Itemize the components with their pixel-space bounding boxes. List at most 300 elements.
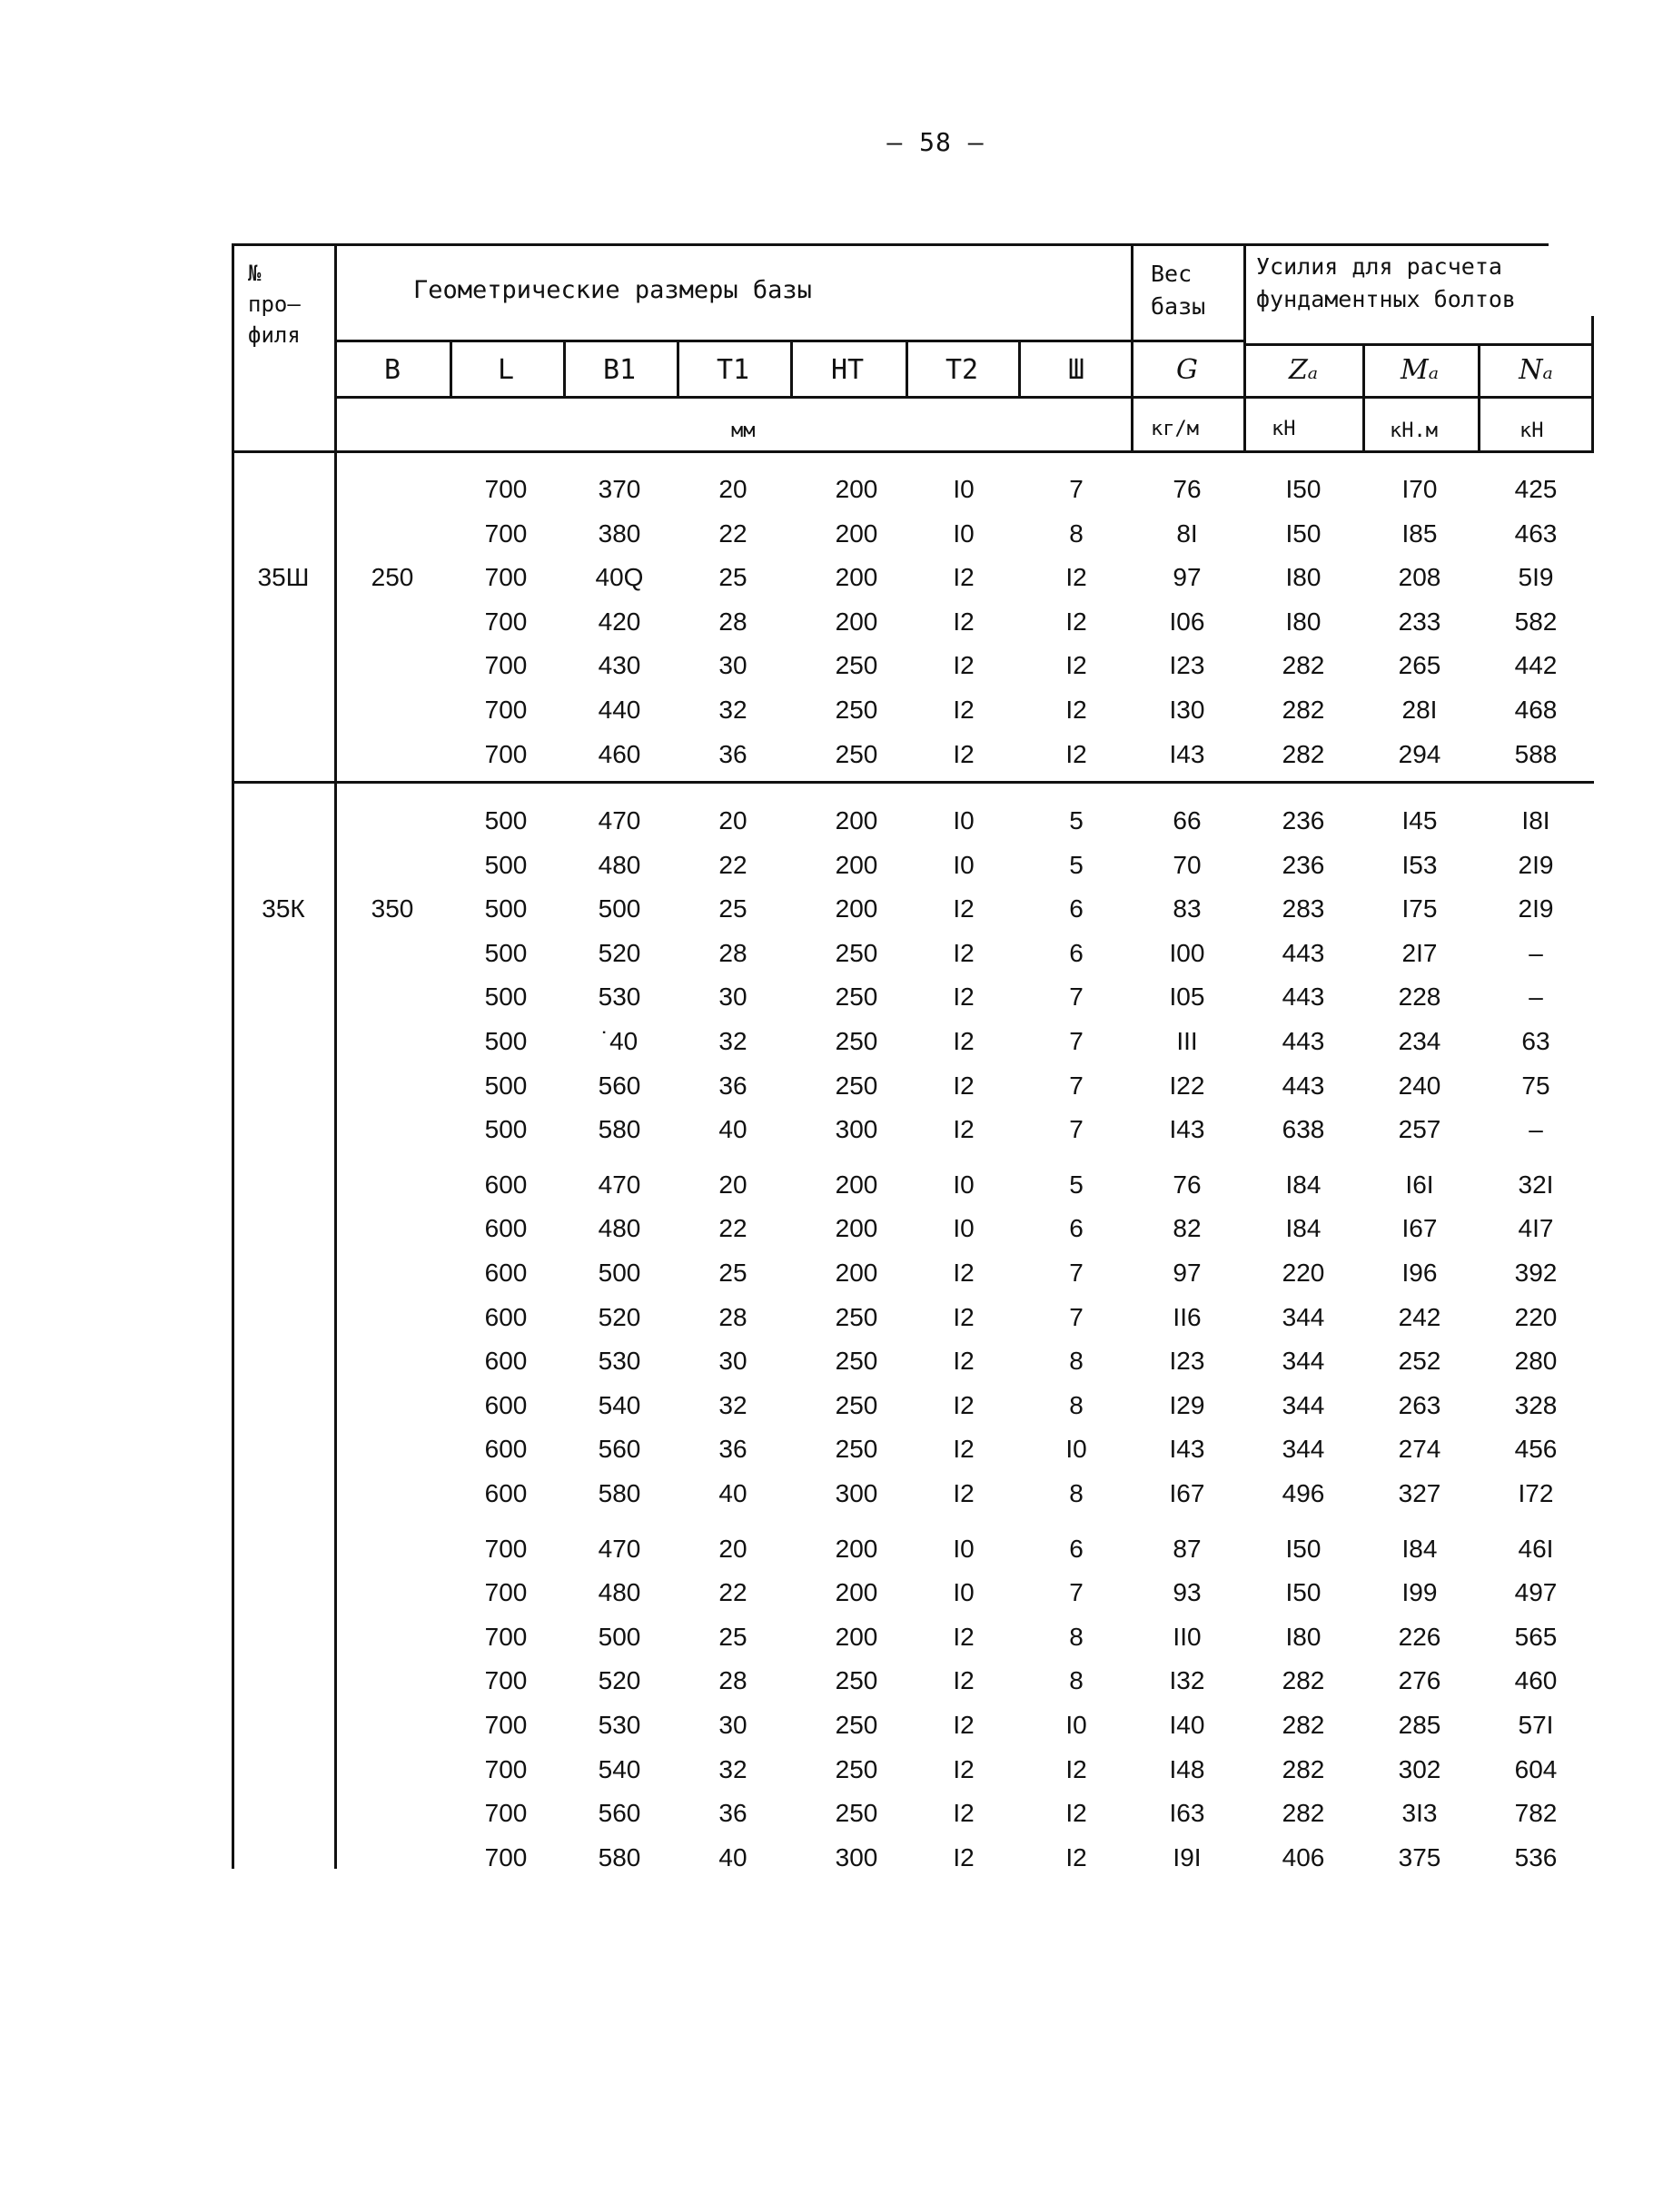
table-cell: 500 [484, 938, 528, 967]
table-cell: I50 [1285, 1534, 1321, 1563]
table-cell: 57I [1518, 1711, 1554, 1739]
table-cell: 700 [484, 563, 528, 592]
table-cell: ˙40 [600, 1027, 638, 1055]
table-cell: 236 [1282, 806, 1325, 834]
table-cell: 530 [598, 983, 641, 1012]
table-cell: 560 [598, 1435, 641, 1464]
column-header-6: Ш [1067, 354, 1085, 386]
table-cell: 500 [484, 850, 528, 879]
table-cell: 250 [835, 1666, 878, 1695]
table-cell: 200 [835, 607, 878, 636]
table-cell: I2 [1065, 651, 1087, 680]
table-cell: 265 [1398, 651, 1441, 680]
table-cell: 28 [718, 1302, 747, 1331]
table-cell: 250 [835, 1302, 878, 1331]
column-header-3: T1 [716, 354, 750, 386]
table-cell: I2 [953, 607, 975, 636]
table-cell: I2 [1065, 1754, 1087, 1783]
table-cell: I2 [953, 696, 975, 724]
table-cell: 700 [484, 1534, 528, 1563]
table-cell: 500 [484, 1115, 528, 1144]
table-cell: 5 [1069, 806, 1084, 834]
table-cell: I72 [1518, 1479, 1554, 1507]
table-cell: I50 [1285, 475, 1321, 503]
table-cell: 496 [1282, 1479, 1325, 1507]
table-cell: I2 [1065, 563, 1087, 592]
table-cell: 97 [1173, 1259, 1202, 1287]
table-cell: 8 [1069, 1666, 1084, 1695]
unit-kn-na: кН [1519, 420, 1544, 442]
table-cell: I0 [953, 806, 975, 834]
table-cell: 250 [835, 651, 878, 680]
table-cell: 8 [1069, 1479, 1084, 1507]
table-cell: 250 [835, 1027, 878, 1055]
table-cell: 22 [718, 518, 747, 548]
geometry-header: Геометрические размеры базы [413, 276, 812, 304]
table-cell: 8 [1069, 1390, 1084, 1419]
table-cell: 638 [1282, 1115, 1325, 1144]
table-cell: 25 [718, 894, 747, 923]
table-cell: I50 [1285, 518, 1321, 548]
table-cell: 582 [1514, 607, 1558, 636]
table-cell: 200 [835, 518, 878, 548]
table-cell: 500 [598, 1259, 641, 1287]
table-cell: 7 [1069, 1259, 1084, 1287]
table-cell: I32 [1169, 1666, 1205, 1695]
table-cell: 257 [1398, 1115, 1441, 1144]
header-row2-bottom [334, 396, 1594, 399]
table-cell: 8 [1069, 518, 1084, 548]
table-cell: 234 [1398, 1027, 1441, 1055]
table-cell: 443 [1282, 938, 1325, 967]
table-cell: 250 [835, 1435, 878, 1464]
table-cell: 30 [718, 1711, 747, 1739]
table-cell: 500 [484, 894, 528, 923]
table-cell: 440 [598, 696, 641, 724]
table-cell: 700 [484, 1754, 528, 1783]
weight-header: Вес базы [1151, 261, 1206, 320]
table-cell: I2 [953, 1666, 975, 1695]
table-cell: I2 [953, 1435, 975, 1464]
table-cell: 32 [718, 1027, 747, 1055]
table-right-border [1591, 316, 1594, 452]
forces-column-divider [1243, 243, 1246, 452]
table-cell: 25 [718, 563, 747, 592]
table-cell: I0 [1065, 1435, 1087, 1464]
table-cell: I40 [1169, 1711, 1205, 1739]
table-cell: 63 [1521, 1027, 1550, 1055]
table-cell: 97 [1173, 563, 1202, 592]
table-cell: 540 [598, 1390, 641, 1419]
table-cell: I0 [953, 1170, 975, 1199]
table-cell: 530 [598, 1347, 641, 1376]
table-cell: 425 [1514, 475, 1558, 503]
table-cell: 588 [1514, 739, 1558, 768]
table-cell: I2 [953, 1622, 975, 1651]
table-cell: I2 [953, 1799, 975, 1828]
table-cell: 443 [1282, 1071, 1325, 1100]
header-row1-bottom [334, 340, 1244, 342]
table-cell: 600 [484, 1170, 528, 1199]
profile-label: 35К [262, 894, 305, 923]
table-cell: 500 [484, 1027, 528, 1055]
forces-header-bottom [1243, 343, 1594, 346]
table-left-border [232, 243, 234, 1869]
table-cell: 283 [1282, 894, 1325, 923]
table-cell: 3I3 [1401, 1799, 1438, 1828]
table-cell: – [1529, 938, 1543, 967]
table-cell: 6 [1069, 938, 1084, 967]
table-cell: 520 [598, 1666, 641, 1695]
unit-kg-per-m: кг/м [1151, 418, 1199, 440]
column-header-8: Zₐ [1288, 354, 1319, 386]
table-cell: I75 [1401, 894, 1438, 923]
table-cell: 36 [718, 1435, 747, 1464]
table-cell: 28 [718, 1666, 747, 1695]
table-top-border [232, 243, 1549, 246]
table-cell: 480 [598, 850, 641, 879]
table-cell: 700 [484, 518, 528, 548]
table-cell: 500 [484, 806, 528, 834]
table-cell: 76 [1173, 1170, 1202, 1199]
table-cell: I50 [1285, 1578, 1321, 1607]
table-cell: 392 [1514, 1259, 1558, 1287]
column-header-0: B [383, 354, 401, 386]
table-cell: I85 [1401, 518, 1438, 548]
table-cell: I0 [953, 518, 975, 548]
table-cell: 282 [1282, 696, 1325, 724]
table-cell: 536 [1514, 1842, 1558, 1871]
table-cell: 282 [1282, 651, 1325, 680]
table-cell: I53 [1401, 850, 1438, 879]
table-cell: I0 [953, 1534, 975, 1563]
table-cell: I80 [1285, 563, 1321, 592]
table-cell: 520 [598, 938, 641, 967]
table-cell: 600 [484, 1390, 528, 1419]
table-cell: 7 [1069, 1027, 1084, 1055]
weight-column-divider [1131, 243, 1133, 452]
table-cell: 8 [1069, 1622, 1084, 1651]
table-cell: I2 [953, 894, 975, 923]
table-cell: I70 [1401, 475, 1438, 503]
base-width-b: 350 [371, 894, 414, 923]
table-cell: 7 [1069, 475, 1084, 503]
table-cell: 200 [835, 1622, 878, 1651]
table-cell: I63 [1169, 1799, 1205, 1828]
table-cell: 208 [1398, 563, 1441, 592]
table-cell: 7 [1069, 983, 1084, 1012]
table-cell: 540 [598, 1754, 641, 1783]
table-cell: 200 [835, 806, 878, 834]
table-cell: 40 [718, 1842, 747, 1871]
table-cell: 20 [718, 806, 747, 834]
table-cell: 28 [718, 607, 747, 636]
table-cell: 5 [1069, 850, 1084, 879]
table-cell: 240 [1398, 1071, 1441, 1100]
table-cell: II0 [1173, 1622, 1202, 1651]
table-cell: 600 [484, 1435, 528, 1464]
profile-number-header: № про– филя [248, 261, 301, 348]
table-cell: 252 [1398, 1347, 1441, 1376]
table-cell: 580 [598, 1115, 641, 1144]
table-cell: I23 [1169, 1347, 1205, 1376]
table-cell: 500 [484, 1071, 528, 1100]
table-cell: 344 [1282, 1347, 1325, 1376]
table-cell: 468 [1514, 696, 1558, 724]
table-cell: I2 [953, 1711, 975, 1739]
table-cell: 2I9 [1518, 850, 1554, 879]
table-cell: 200 [835, 1214, 878, 1243]
table-cell: 700 [484, 1711, 528, 1739]
table-cell: 30 [718, 651, 747, 680]
table-cell: 344 [1282, 1302, 1325, 1331]
unit-knm: кН.м [1390, 420, 1438, 442]
profile-column-divider [334, 243, 337, 1869]
table-cell: 442 [1514, 651, 1558, 680]
table-cell: 20 [718, 1170, 747, 1199]
table-cell: 302 [1398, 1754, 1441, 1783]
table-cell: I43 [1169, 739, 1205, 768]
table-cell: 200 [835, 1170, 878, 1199]
table-cell: I2 [953, 938, 975, 967]
table-cell: 782 [1514, 1799, 1558, 1828]
table-cell: I0 [953, 1578, 975, 1607]
table-cell: 36 [718, 1799, 747, 1828]
table-cell: I2 [1065, 607, 1087, 636]
table-cell: 32 [718, 1390, 747, 1419]
table-cell: I99 [1401, 1578, 1438, 1607]
table-cell: 344 [1282, 1435, 1325, 1464]
table-cell: 456 [1514, 1435, 1558, 1464]
table-cell: 250 [835, 1347, 878, 1376]
table-cell: 250 [835, 983, 878, 1012]
table-cell: 300 [835, 1479, 878, 1507]
table-cell: 470 [598, 1170, 641, 1199]
table-cell: 22 [718, 1578, 747, 1607]
table-cell: 274 [1398, 1435, 1441, 1464]
table-cell: 22 [718, 1214, 747, 1243]
table-cell: 70 [1173, 850, 1202, 879]
table-cell: 282 [1282, 1711, 1325, 1739]
column-header-9: Mₐ [1401, 354, 1439, 386]
table-cell: I80 [1285, 607, 1321, 636]
table-cell: 250 [835, 1390, 878, 1419]
table-cell: II6 [1173, 1302, 1202, 1331]
table-cell: 200 [835, 850, 878, 879]
table-cell: 4I7 [1518, 1214, 1554, 1243]
table-cell: 2I7 [1401, 938, 1438, 967]
table-cell: 460 [598, 739, 641, 768]
table-cell: 220 [1514, 1302, 1558, 1331]
table-cell: 420 [598, 607, 641, 636]
table-cell: I2 [1065, 1799, 1087, 1828]
table-cell: I2 [953, 651, 975, 680]
table-cell: 406 [1282, 1842, 1325, 1871]
table-cell: I2 [1065, 1842, 1087, 1871]
table-cell: 282 [1282, 1799, 1325, 1828]
table-cell: 282 [1282, 1754, 1325, 1783]
table-cell: I05 [1169, 983, 1205, 1012]
table-cell: 32I [1518, 1170, 1554, 1199]
table-cell: 8 [1069, 1347, 1084, 1376]
table-cell: – [1529, 1115, 1543, 1144]
table-cell: 580 [598, 1479, 641, 1507]
table-cell: 250 [835, 739, 878, 768]
table-cell: 87 [1173, 1534, 1202, 1563]
table-cell: 463 [1514, 518, 1558, 548]
table-cell: 600 [484, 1479, 528, 1507]
unit-mm: мм [731, 420, 756, 442]
table-cell: I2 [953, 1027, 975, 1055]
table-cell: III [1176, 1027, 1198, 1055]
table-cell: I2 [953, 1479, 975, 1507]
table-cell: 700 [484, 696, 528, 724]
table-cell: 20 [718, 1534, 747, 1563]
table-cell: I2 [953, 1115, 975, 1144]
table-cell: 8I [1176, 518, 1198, 548]
table-cell: 6 [1069, 1214, 1084, 1243]
table-cell: 233 [1398, 607, 1441, 636]
table-cell: 700 [484, 475, 528, 503]
forces-header: Усилия для расчета фундаментных болтов [1256, 253, 1516, 312]
table-cell: 6 [1069, 1534, 1084, 1563]
table-cell: I00 [1169, 938, 1205, 967]
table-cell: 6 [1069, 894, 1084, 923]
table-cell: 220 [1282, 1259, 1325, 1287]
table-cell: I84 [1285, 1214, 1321, 1243]
col-divider-t2 [1018, 341, 1021, 398]
table-cell: 30 [718, 1347, 747, 1376]
table-cell: 300 [835, 1842, 878, 1871]
table-cell: 443 [1282, 1027, 1325, 1055]
group-separator [232, 781, 1594, 784]
table-cell: I2 [953, 1347, 975, 1376]
table-cell: 75 [1521, 1071, 1550, 1100]
table-cell: 282 [1282, 739, 1325, 768]
table-cell: 22 [718, 850, 747, 879]
table-cell: 25 [718, 1622, 747, 1651]
table-cell: 200 [835, 563, 878, 592]
table-cell: I8I [1521, 806, 1550, 834]
table-cell: 480 [598, 1214, 641, 1243]
table-cell: I2 [1065, 739, 1087, 768]
table-cell: I2 [953, 1754, 975, 1783]
column-header-1: L [497, 354, 515, 386]
table-cell: 443 [1282, 983, 1325, 1012]
table-cell: 497 [1514, 1578, 1558, 1607]
column-header-4: HT [830, 354, 865, 386]
table-cell: I2 [953, 1259, 975, 1287]
table-cell: I43 [1169, 1115, 1205, 1144]
table-cell: 430 [598, 651, 641, 680]
table-cell: 580 [598, 1842, 641, 1871]
table-cell: 28 [718, 938, 747, 967]
table-cell: I67 [1169, 1479, 1205, 1507]
table-cell: 7 [1069, 1578, 1084, 1607]
table-cell: 600 [484, 1302, 528, 1331]
table-cell: 700 [484, 1799, 528, 1828]
table-cell: I9I [1173, 1842, 1202, 1871]
table-cell: 280 [1514, 1347, 1558, 1376]
table-cell: I0 [1065, 1711, 1087, 1739]
table-cell: 600 [484, 1347, 528, 1376]
table-cell: 36 [718, 739, 747, 768]
table-cell: 250 [835, 1071, 878, 1100]
table-cell: 250 [835, 1799, 878, 1828]
table-cell: 604 [1514, 1754, 1558, 1783]
table-cell: 200 [835, 475, 878, 503]
table-cell: I96 [1401, 1259, 1438, 1287]
table-cell: 226 [1398, 1622, 1441, 1651]
table-cell: I2 [1065, 696, 1087, 724]
table-cell: I6I [1405, 1170, 1434, 1199]
table-cell: 200 [835, 894, 878, 923]
table-cell: I30 [1169, 696, 1205, 724]
table-cell: I0 [953, 1214, 975, 1243]
table-cell: 2I9 [1518, 894, 1554, 923]
table-cell: 200 [835, 1534, 878, 1563]
base-width-b: 250 [371, 563, 414, 592]
table-cell: 500 [598, 1622, 641, 1651]
table-cell: 300 [835, 1115, 878, 1144]
column-header-2: B1 [602, 354, 637, 386]
table-cell: I80 [1285, 1622, 1321, 1651]
table-cell: 25 [718, 1259, 747, 1287]
table-cell: 32 [718, 1754, 747, 1783]
table-cell: 40 [718, 1479, 747, 1507]
table-cell: I23 [1169, 651, 1205, 680]
table-cell: I22 [1169, 1071, 1205, 1100]
table-cell: 530 [598, 1711, 641, 1739]
table-cell: 700 [484, 1666, 528, 1695]
table-cell: 700 [484, 1578, 528, 1607]
table-cell: I0 [953, 475, 975, 503]
table-cell: I84 [1285, 1170, 1321, 1199]
table-cell: 7 [1069, 1115, 1084, 1144]
table-cell: 700 [484, 651, 528, 680]
table-cell: I2 [953, 1071, 975, 1100]
header-bottom [232, 450, 1594, 453]
table-cell: 83 [1173, 894, 1202, 923]
table-cell: I2 [953, 739, 975, 768]
table-cell: 370 [598, 475, 641, 503]
table-cell: I48 [1169, 1754, 1205, 1783]
table-cell: 700 [484, 1622, 528, 1651]
table-cell: 30 [718, 983, 747, 1012]
col-divider-ma [1478, 345, 1480, 452]
table-cell: 46I [1518, 1534, 1554, 1563]
table-cell: I2 [953, 563, 975, 592]
table-cell: 236 [1282, 850, 1325, 879]
table-cell: I2 [953, 1842, 975, 1871]
table-cell: 327 [1398, 1479, 1441, 1507]
table-cell: 228 [1398, 983, 1441, 1012]
table-cell: 32 [718, 696, 747, 724]
table-cell: 328 [1514, 1390, 1558, 1419]
table-cell: 276 [1398, 1666, 1441, 1695]
table-cell: 480 [598, 1578, 641, 1607]
unit-kn-za: кН [1272, 418, 1296, 440]
table-cell: 20 [718, 475, 747, 503]
table-cell: 470 [598, 1534, 641, 1563]
table-cell: 66 [1173, 806, 1202, 834]
table-cell: 294 [1398, 739, 1441, 768]
table-cell: 560 [598, 1071, 641, 1100]
table-cell: 700 [484, 607, 528, 636]
table-cell: 500 [598, 894, 641, 923]
table-cell: 250 [835, 938, 878, 967]
table-cell: 600 [484, 1214, 528, 1243]
